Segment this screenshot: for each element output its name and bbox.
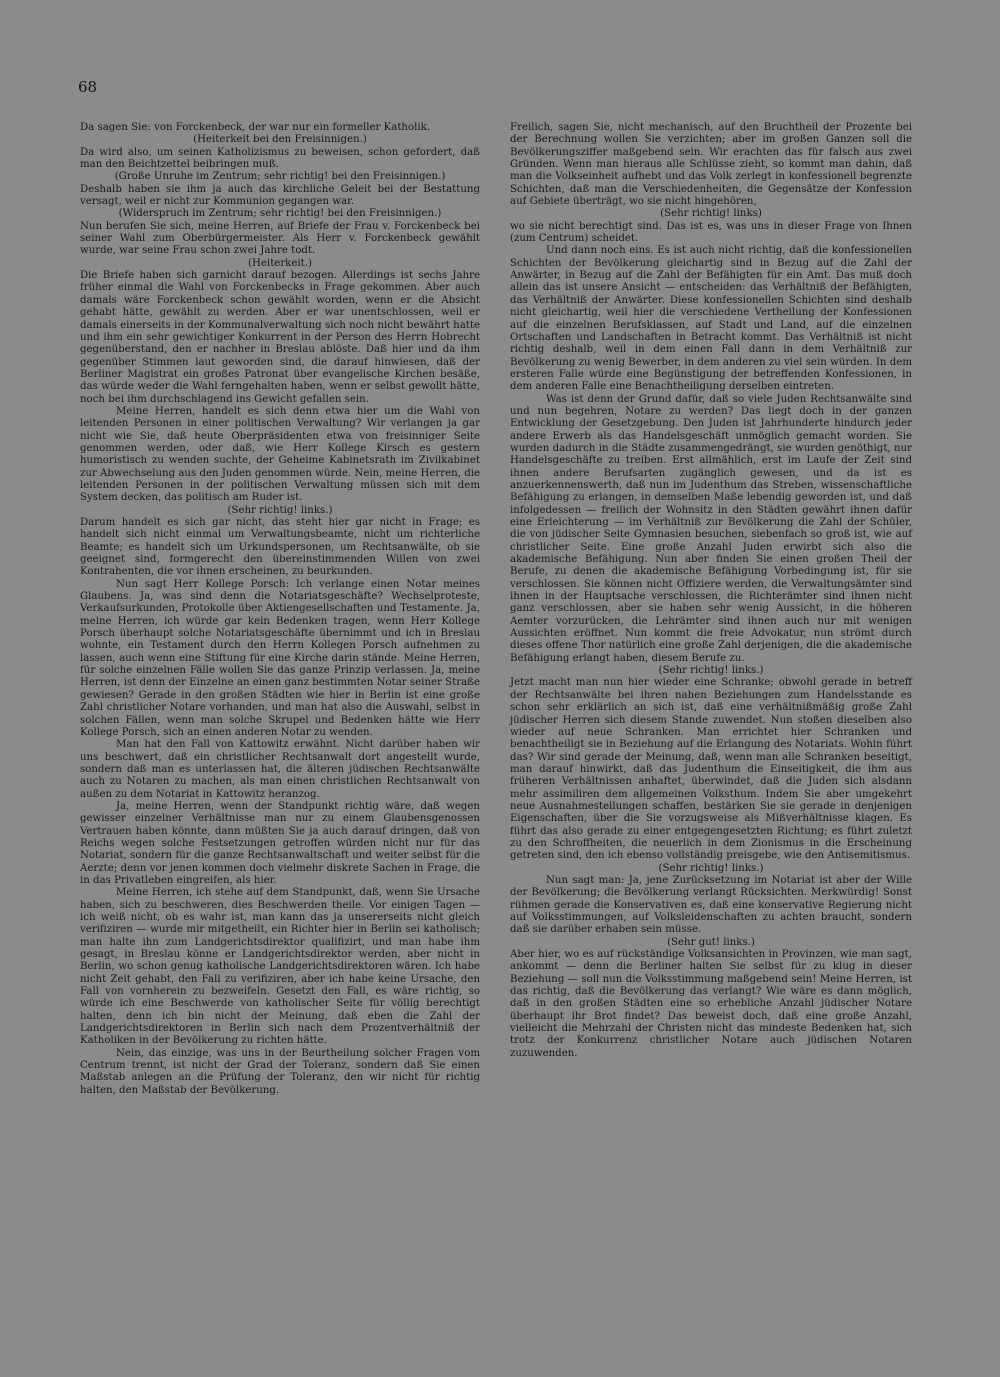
interjection: (Sehr richtig! links.) [658,665,764,677]
paragraph: Darum handelt es sich gar nicht, das steht hier gar nicht in Frage; es handelt sich nicht einmal um Verwaltungsbeamte, nicht um richterliche Beamte; es handelt sich um Urkundspersonen, um Rechtsanwälte, ob sie geeignet sind, formgerecht den übereinstimmenden Willen von zwei Kontrahenten, die vor ihnen erscheinen, zu beurkunden. [80,517,480,578]
interjection: (Heiterkeit.) [248,257,312,269]
page-number: 68 [78,78,98,96]
left-column [80,122,480,1097]
paragraph: Nun sagt man: Ja, jene Zurücksetzung im Notariat ist aber der Wille der Bevölkerung; die Bevölkerung verlangt Rücksichten. Merkwürdig! Sonst rühmen gerade die Konservativen es, daß eine konservative Regierung nicht auf Volksstimmungen, auf Volksleidenschaften zu achten braucht, sondern daß sie darüber erhaben sein müsse. [510,874,912,936]
paragraph: Man hat den Fall von Kattowitz erwähnt. Nicht darüber haben wir uns beschwert, daß ein christlicher Rechtsanwalt dort angestellt wurde, sondern daß man es unterlassen hat, die älteren jüdischen Rechtsanwälte auch zu Notaren zu machen, als man einen christlichen Rechtsanwalt von außen zu dem Notariat in Kattowitz heranzog. [80,739,480,800]
paragraph: Meine Herren, ich stehe auf dem Standpunkt, daß, wenn Sie Ursache haben, sich zu beschweren, dies Beschwerden theile. Vor einigen Tagen — ich weiß nicht, ob es wahr ist, man kann das ja unsererseits nicht gleich verifiziren — wurde mir mitgetheilt, ein Richter hier in Berlin sei katholisch; man halte ihn zum Landgerichtsdirektor qualifizirt, und man habe ihm gesagt, in Breslau könne er Landgerichtsdirektor werden, aber nicht in Berlin, wo schon genug katholische Landgerichtsdirektoren wären. Ich habe nicht Zeit gehabt, den Fall zu verifiziren, aber ich habe keine Ursache, den Fall von vornherein zu bezweifeln. Gesetzt den Fall, es wäre richtig, so würde ich eine Beschwerde von katholischer Seite für völlig berechtigt halten, denn ich bin nicht der Meinung, daß eben die Zahl der Landgerichtsdirektoren in Berlin sich nach dem Prozentverhältniß der Katholiken in der Bevölkerung zu richten hätte. [80,887,480,1047]
paragraph: Da wird also, um seinen Katholizismus zu beweisen, schon gefordert, daß man den Beichtzettel beibringen muß. [80,146,480,171]
interjection: (Sehr gut! links.) [667,936,755,948]
paragraph: Nun berufen Sie sich, meine Herren, auf Briefe der Frau v. Forckenbeck bei seiner Wahl zum Oberbürgermeister. Als Herr v. Forckenbeck gewählt wurde, war seine Frau schon zwei Jahre todt. [80,220,480,257]
paragraph: Freilich, sagen Sie, nicht mechanisch, auf den Bruchtheil der Prozente bei der Berechnung wollen Sie verzichten; aber im großen Ganzen soll die Bevölkerungsziffer maßgebend sein. Wir erachten das für falsch aus zwei Gründen. Wenn man hieraus alle Schlüsse zieht, so kommt man dahin, daß man die Volkseinheit aufhebt und das Volk zerlegt in konfessionell begrenzte Schichten, daß man die Verschiedenheiten, die Gegensätze der Konfession auf Gebiete überträgt, wo sie nicht hingehören, [510,122,912,208]
paragraph: Deshalb haben sie ihm ja auch das kirchliche Geleit bei der Bestattung versagt, weil er nicht zur Kommunion gegangen war. [80,183,480,208]
paragraph: Nun sagt Herr Kollege Porsch: Ich verlange einen Notar meines Glaubens. Ja, was sind denn die Notariatsgeschäfte? Wechselproteste, Verkaufsurkunden, Protokolle über Aktiengesellschaften und Testamente. Ja, meine Herren, ich würde gar kein Bedenken tragen, wenn Herr Kollege Porsch überhaupt solche Notariatsgeschäfte übernimmt und ich in Breslau wohnte, ein Testament durch den Herrn Kollegen Porsch aufnehmen zu lassen, auch wenn eine Stiftung für eine Kirche darin stände. Meine Herren, für solche einzelnen Fälle wollen Sie das ganze Prinzip verlassen. Ja, meine Herren, ist denn der Einzelne an einen ganz bestimmten Notar seiner Straße gewiesen? Gerade in den großen Städten wie hier in Berlin ist eine große Zahl christlicher Notare vorhanden, und man hat also die Auswahl, selbst in solchen Fällen, wenn man solche Skrupel und Bedenken hätte wie Herr Kollege Porsch, sich an einen anderen Notar zu wenden. [80,578,480,738]
interjection: (Sehr richtig! links.) [658,862,764,874]
paragraph: Da sagen Sie: von Forckenbeck, der war nur ein formeller Katholik. [80,122,431,133]
paragraph: Und dann noch eins. Es ist auch nicht richtig, daß die konfessionellen Schichten der Bevölkerung gleichartig sind in Bezug auf die Zahl der Anwärter, in Bezug auf die Zahl der Befähigten für ein Amt. Das muß doch allein das ist unsere Ansicht — entscheiden: das Verhältniß der Befähigten, das Verhältniß der Anwärter. Diese konfessionellen Schichten sind deshalb nicht gleichartig, weil hier die verschiedene Vertheilung der Konfessionen auf die einzelnen Berufsklassen, auf Stadt und Land, auf die einzelnen Ortschaften und Landschaften in Betracht kommt. Das Verhältniß ist nicht richtig deshalb, weil in dem einen Fall dann in dem Verhältniß zur Bevölkerung zu wenig Bewerber, in dem anderen zu viel sein würden. In dem ersteren Falle würde eine Begünstigung der betreffenden Konfessionen, in dem anderen Falle eine Benachtheiligung derselben eintreten. [510,245,912,393]
interjection: (Widerspruch im Zentrum; sehr richtig! bei den Freisinnigen.) [118,208,442,220]
paragraph: Ja, meine Herren, wenn der Standpunkt richtig wäre, daß wegen gewisser einzelner Verhältnisse man nur zu einem Glaubensgenossen Vertrauen haben könnte, dann müßten Sie ja auch darauf dringen, daß von Reichs wegen solche Festsetzungen getroffen würden nicht nur für das Notariat, sondern für die ganze Rechtsanwaltschaft und weiter selbst für die Aerzte; denn vor jenen kommen doch vielmehr diskrete Sachen in Frage, die in das Privatleben eingreifen, als hier. [80,800,480,886]
paragraph: Aber hier, wo es auf rückständige Volksansichten in Provinzen, wie man sagt, ankommt — denn die Berliner halten Sie selbst für zu klug in dieser Beziehung — soll nun die Volksstimmung maßgebend sein! Meine Herren, ist das richtig, daß die Bevölkerung das verlangt? Wie wäre es dann möglich, daß in den großen Städten eine so erhebliche Anzahl jüdischer Notare überhaupt ihr Brot findet? Das beweist doch, daß eine große Anzahl, vielleicht die Mehrzahl der Christen nicht das mindeste Bedenken hat, sich trotz der Konkurrenz christlicher Notare auch jüdischen Notaren zuzuwenden. [510,949,912,1059]
paragraph: Was ist denn der Grund dafür, daß so viele Juden Rechtsanwälte sind und nun begehren, Notare zu werden? Das liegt doch in der ganzen Entwicklung der Gesetzgebung. Den Juden ist Jahrhunderte hindurch jeder andere Erwerb als das Handelsgeschäft unmöglich gemacht worden. Sie wurden dadurch in die Städte zusammengedrängt, sie wurden genöthigt, nur Handelsgeschäfte zu treiben. Erst allmählich, erst im Laufe der Zeit sind ihnen andere Berufsarten zugänglich gewesen, und da ist es anzuerkennenswerth, daß nun im Judenthum das Streben, wissenschaftliche Befähigung zu erlangen, in demselben Maße lebendig geworden ist, und daß infolgedessen — freilich der Wohnsitz in den Städten gewährt ihnen dafür eine Erleichterung — im Verhältniß zur Bevölkerung die Zahl der Schüler, die von jüdischer Seite Gymnasien besuchen, siebenfach so groß ist, wie auf christlicher Seite. Eine große Anzahl Juden erwirbt sich also die akademische Befähigung. Nun aber finden Sie einen großen Theil der Berufe, zu denen die akademische Befähigung Vorbedingung ist, für sie verschlossen. Sie können nicht Offiziere werden, die Verwaltungsämter sind ihnen in der Hauptsache verschlossen, die Richterämter sind ihnen nicht ganz verschlossen, aber sie haben sehr wenig Aussicht, in die höheren Aemter vorzurücken, die Lehrämter sind ihnen auch nur mit wenigen Aussichten eröffnet. Nun kommt die freie Advokatur, nun strömt durch dieses offene Thor natürlich eine große Zahl derjenigen, die die akademische Befähigung erlangt haben, diesem Berufe zu. [510,393,912,664]
paragraph: Die Briefe haben sich garnicht darauf bezogen. Allerdings ist sechs Jahre früher einmal die Wahl von Forckenbecks in Frage gekommen. Aber auch damals wäre Forckenbeck schon gewählt worden, wenn er die Absicht gehabt hätte, gewählt zu werden. Aber er war unentschlossen, weil er damals einerseits in der Kommunalverwaltung sich noch nicht bewährt hatte und ihm ein sehr gewichtiger Konkurrent in der Person des Herrn Hobrecht gegenüberstand, den er nachher in Breslau ablöste. Daß hier und da ihm gegenüber Stimmen laut geworden sind, die darauf hinwiesen, daß der Berliner Magistrat ein großes Patronat über evangelische Kirchen besäße, das würde weder die Wahl ferngehalten haben, wenn er selbst gewollt hätte, noch bei ihm durchschlagend ins Gewicht gefallen sein. [80,270,480,405]
interjection: (Sehr richtig! links) [660,208,762,220]
paragraph: Jetzt macht man nun hier wieder eine Schranke; obwohl gerade in betreff der Rechtsanwälte bei ihren nahen Beziehungen zum Handelsstande es schon sehr erklärlich an sich ist, daß eine verhältnißmäßig große Zahl jüdischer Herren sich diesem Stande zuwendet. Nun stoßen dieselben also wieder auf neue Schranken. Man errichtet hier Schranken und benachtheiligt sie in Beziehung auf die Erlangung des Notariats. Wohin führt das? Wir sind gerade der Meinung, daß, wenn man alle Schranken beseitigt, man darauf hinwirkt, daß das Judenthum die Einseitigkeit, die ihm aus früheren Verhältnissen anhaftet, überwindet, daß die Juden sich alsdann mehr assimiliren dem allgemeinen Volksthum. Indem Sie aber umgekehrt neue Ausnahmestellungen schaffen, bestärken Sie sie gerade in denjenigen Eigenschaften, über die Sie vorzugsweise als Mißverhältnisse klagen. Es führt das also gerade zu einer entgegengesetzten Richtung; es führt zuletzt zu den Schroffheiten, die neuerlich in dem Zionismus in die Erscheinung getreten sind, den ich ebenso vollständig preisgebe, wie den Antisemitismus. [510,677,912,862]
paragraph: Nein, das einzige, was uns in der Beurtheilung solcher Fragen vom Centrum trennt, ist nicht der Grad der Toleranz, sondern daß Sie einen Maßstab anlegen an die Prüfung der Toleranz, den wir nicht für richtig halten, den Maßstab der Bevölkerung. [80,1047,480,1096]
paragraph: Meine Herren, handelt es sich denn etwa hier um die Wahl von leitenden Personen in einer politischen Verwaltung? Wir verlangen ja gar nicht wie Sie, daß heute Oberpräsidenten etwa von freisinniger Seite genommen werden, oder daß, wie Herr Kollege Kirsch es gestern humoristisch zu wenden suchte, der Geheime Kabinetsrath im Zivilkabinet zur Abwechselung aus den Juden genommen würde. Nein, meine Herren, die leitenden Personen in der politischen Verwaltung müssen sich mit dem System decken, das politisch am Ruder ist. [80,405,480,504]
interjection: (Sehr richtig! links.) [227,504,333,516]
interjection: (Heiterkeit bei den Freisinnigen.) [193,134,367,146]
right-column [510,122,912,1060]
interjection: (Große Unruhe im Zentrum; sehr richtig! bei den Freisinnigen.) [114,171,446,183]
paragraph: wo sie nicht berechtigt sind. Das ist es, was uns in dieser Frage von Ihnen (zum Centrum) scheidet. [510,220,912,245]
